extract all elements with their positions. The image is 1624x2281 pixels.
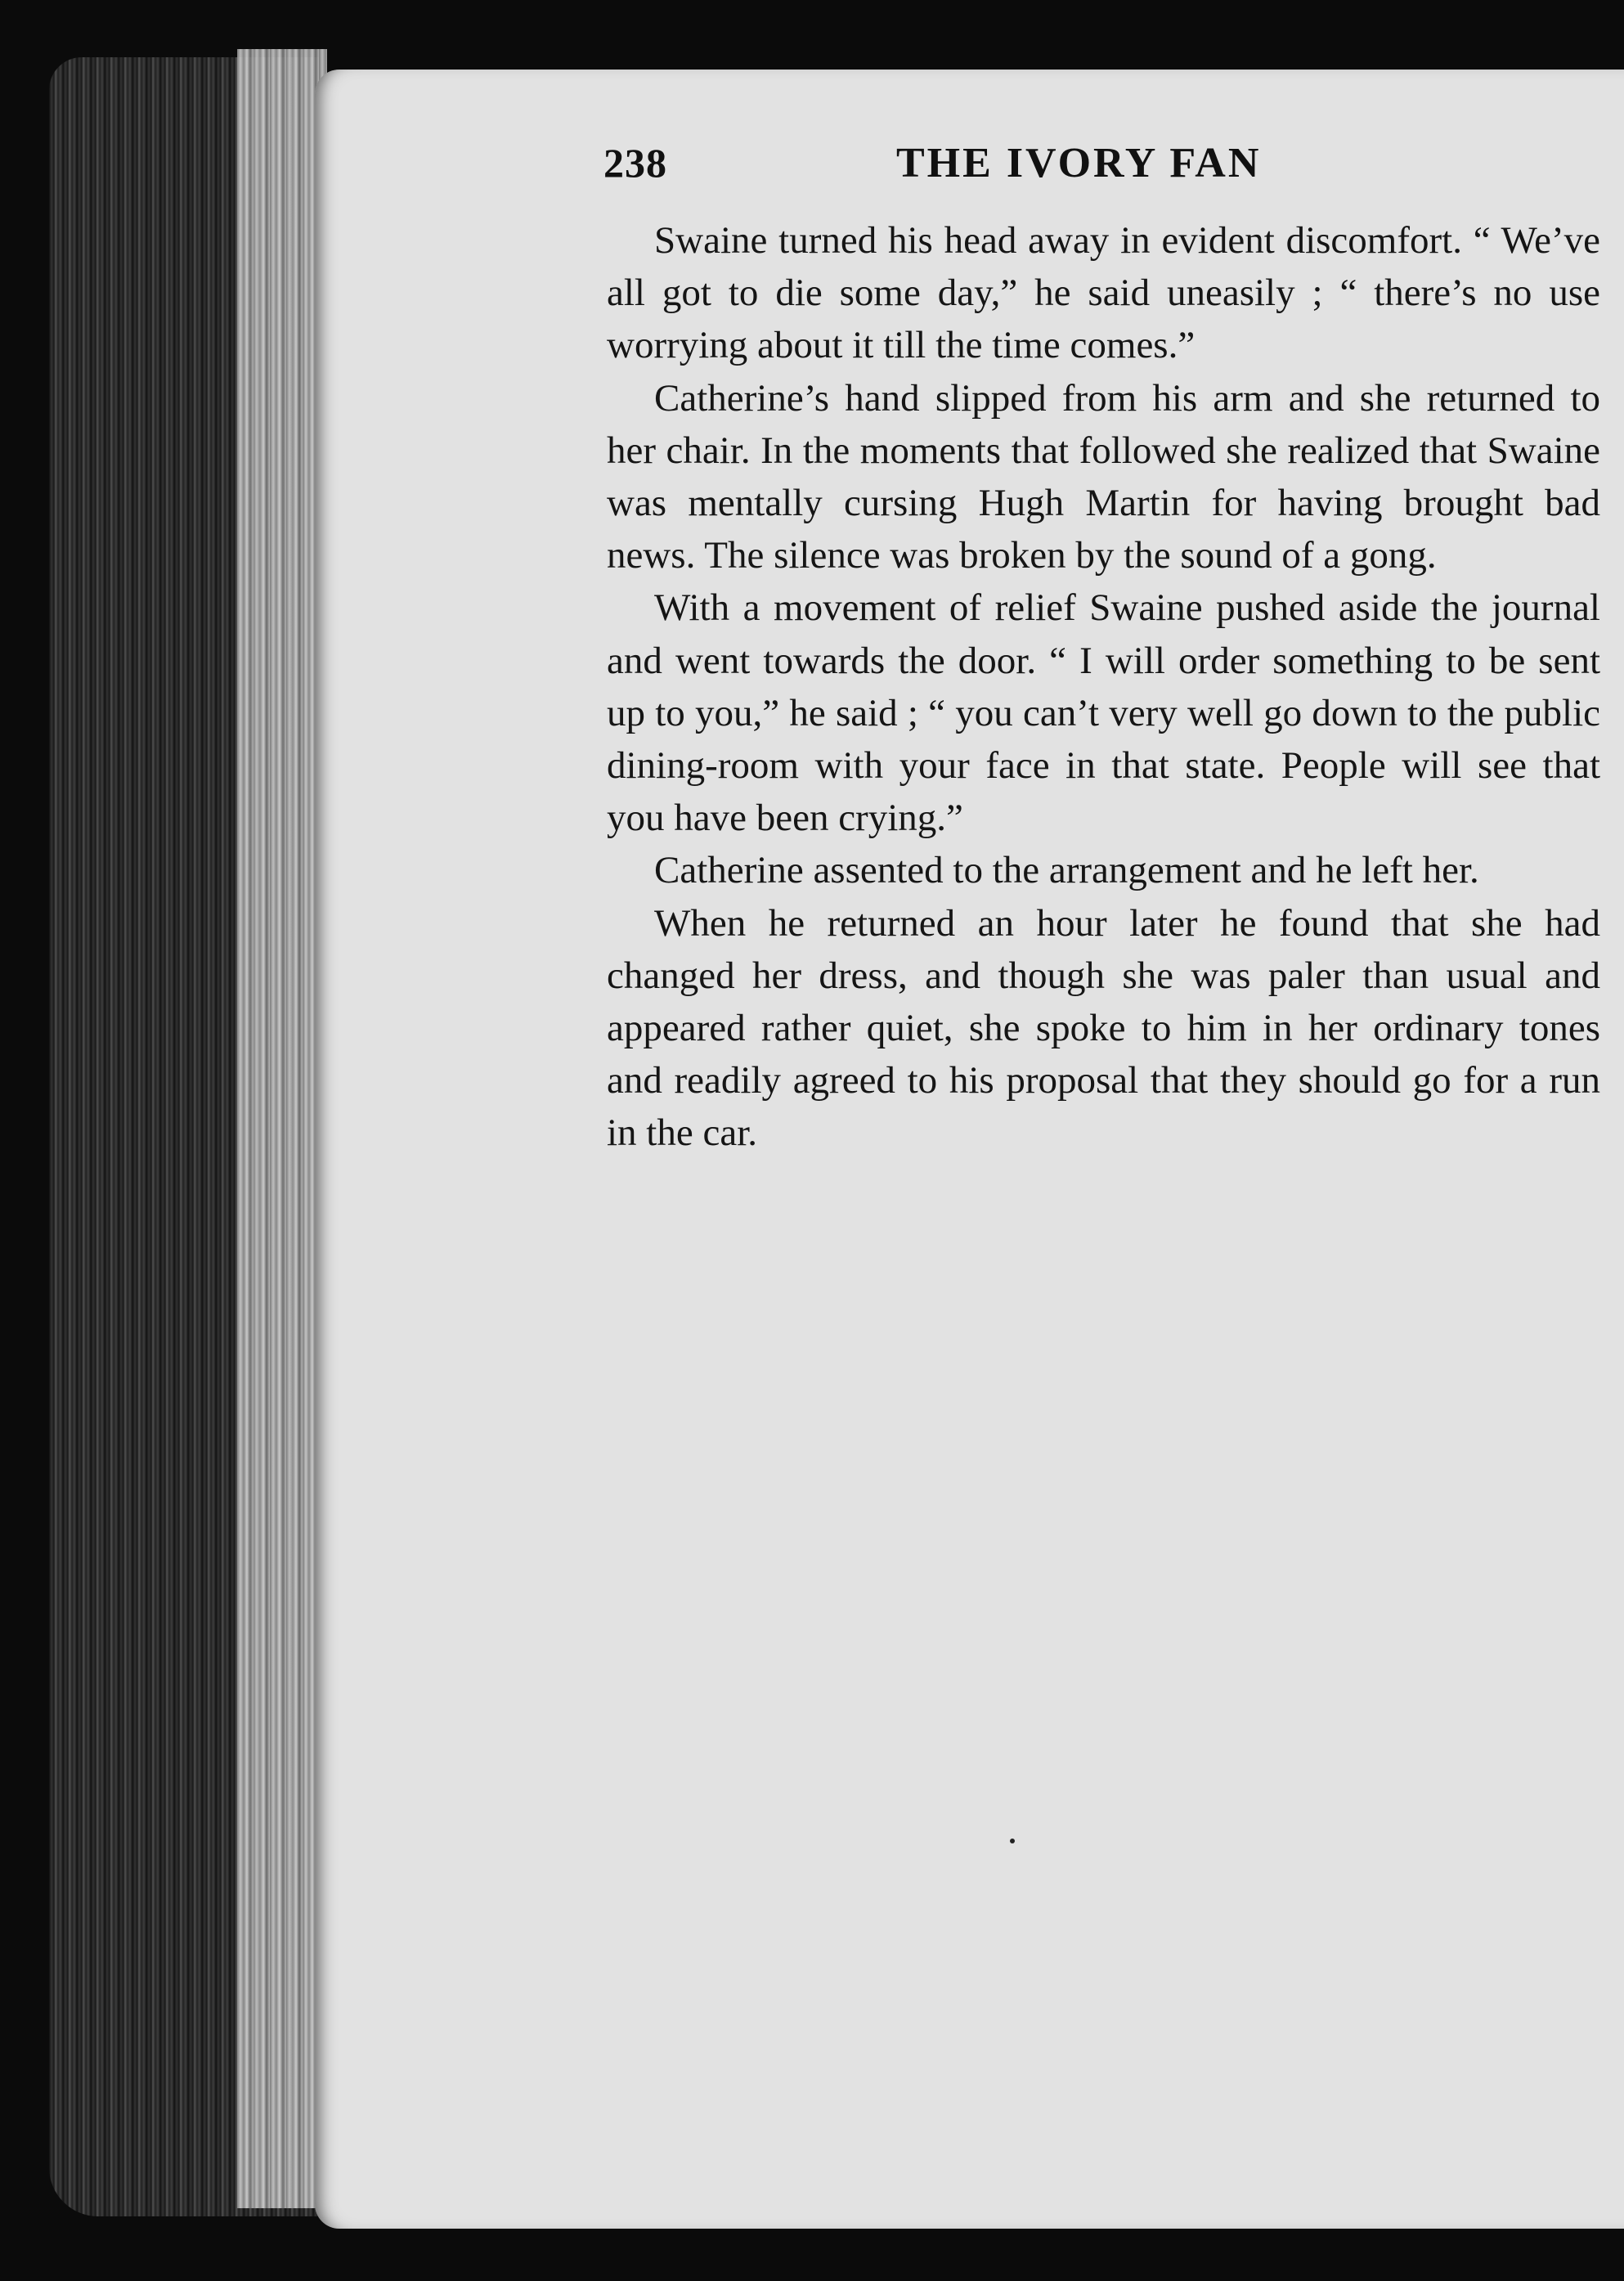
page-number: 238 bbox=[603, 140, 667, 186]
paragraph: With a movement of relief Swaine pushed aside the journal and went towards the door. “ I will order something to be sent up to you,” he said ; “ you can’t very well go down to the public dining-room with your face in that state. People will see that you have been crying.” bbox=[607, 586, 1600, 840]
running-head bbox=[603, 139, 1601, 196]
paragraph: When he returned an hour later he found that she had changed her dress, and though she was paler than usual and appeared rather quiet, she spoke to him in her ordinary tones and readily agreed to his proposal that they should go for a run in the car. bbox=[607, 901, 1600, 1155]
page-edges bbox=[237, 49, 327, 2208]
running-title: THE IVORY FAN bbox=[896, 140, 1262, 186]
paragraph: Catherine’s hand slipped from his arm and she returned to her chair. In the moments that followed she realized that Swaine was mentally cursing Hugh Martin for having brought bad news. The silence was broken by the sound of a gong. bbox=[607, 376, 1600, 577]
paragraph: Catherine assented to the arrangement and he left her. bbox=[654, 849, 1479, 892]
ink-speck bbox=[1010, 1839, 1015, 1843]
paragraph: Swaine turned his head away in evident discomfort. “ We’ve all got to die some day,” he said uneasily ; “ there’s no use worrying about it till the time comes.” bbox=[607, 219, 1600, 367]
body-text bbox=[607, 214, 1600, 1160]
